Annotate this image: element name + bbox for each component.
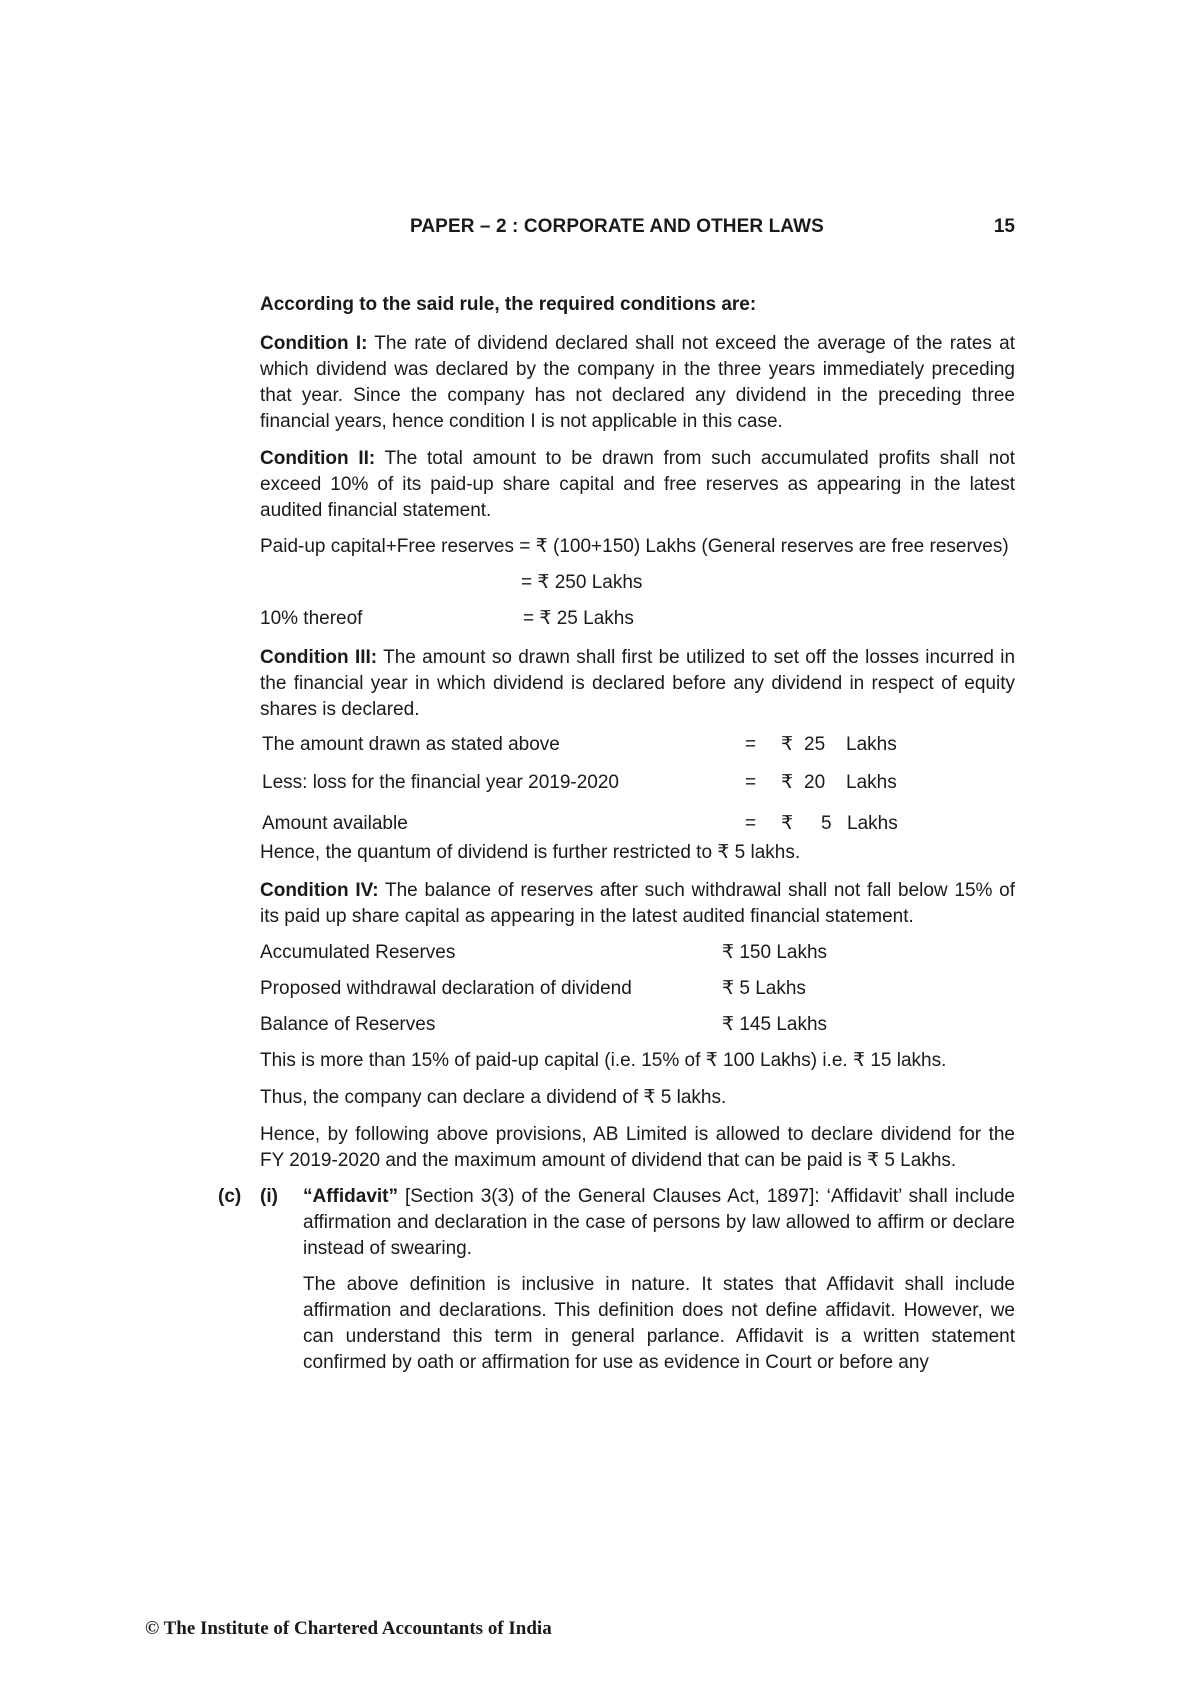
condition-3-text: The amount so drawn shall first be utilized to set off the losses incurred in the financial year in which dividend is declared before any dividend in respect of equity shares is declared. [260,647,1016,720]
row-eq: = [745,772,757,793]
condition-1-paragraph [260,331,1015,435]
row-eq: = [745,813,757,834]
condition-3-conclusion [260,840,1020,866]
row-unit: Lakhs [846,772,897,793]
affidavit-definition-text: [Section 3(3) of the General Clauses Act, 1897]: ‘Affidavit’ shall include affirmation and declaration in the case of persons by law allowed to affirm or declare instead of swearing. [303,1186,1015,1259]
row-value: ₹ 150 Lakhs [722,942,828,963]
note-1-text: This is more than 15% of paid-up capital (i.e. 15% of ₹ 100 Lakhs) i.e. ₹ 15 lakhs. [260,1050,947,1071]
conclusion-text: Hence, the quantum of dividend is further restricted to ₹ 5 lakhs. [260,842,801,863]
calc-line-3 [260,606,1020,632]
table-row [260,940,1020,966]
row-value: ₹ 5 Lakhs [722,978,806,999]
copyright-footer: © The Institute of Chartered Accountants of India [145,1618,552,1639]
note-line [260,1048,1020,1074]
condition-3-label: Condition III: [260,647,378,668]
condition-2-text: The total amount to be drawn from such accumulated profits shall not exceed 10% of its paid-up share capital and free reserves as appearing in the latest audited financial statement. [260,448,1015,521]
affidavit-explanation: The above definition is inclusive in nature. It states that Affidavit shall include affirmation and declarations. This definition does not define affidavit. However, we can understand this term in general parlance. Affidavit is a written statement confirmed by oath or affirmation for use as evidence in Court or before any [303,1274,1015,1373]
condition-1-text: The rate of dividend declared shall not exceed the average of the rates at which dividend was declared by the company in the three years immediately preceding that year. Since the company has not declared any dividend in the preceding three financial years, hence condition I is not applicable in this case. [260,333,1015,432]
row-label: Accumulated Reserves [260,942,456,963]
row-value: ₹ 145 Lakhs [722,1014,828,1035]
row-amount: 5 [821,813,832,834]
row-amount: 25 [804,734,826,755]
condition-4-text: The balance of reserves after such withdrawal shall not fall below 15% of its paid up share capital as appearing in the latest audited financial statement. [260,880,1015,927]
row-currency: ₹ [781,734,794,755]
calc-line-2-text: = ₹ 250 Lakhs [521,572,643,593]
condition-1-label: Condition I: [260,333,368,354]
condition-2-paragraph [260,446,1015,524]
calc-line-3-value: = ₹ 25 Lakhs [523,608,634,629]
condition-3-paragraph [260,645,1015,723]
affidavit-term: “Affidavit” [303,1186,398,1207]
row-label: Amount available [262,813,408,834]
paper-title: PAPER – 2 : CORPORATE AND OTHER LAWS [410,216,824,237]
condition-4-paragraph [260,878,1015,930]
page-number: 15 [993,216,1015,237]
row-unit: Lakhs [847,813,898,834]
table-row [260,811,1020,837]
calc-line-2 [260,570,1020,596]
row-label: Less: loss for the financial year 2019-2020 [262,772,619,793]
condition-2-label: Condition II: [260,448,376,469]
row-label: Balance of Reserves [260,1014,436,1035]
row-amount: 20 [804,772,826,793]
part-c-label: (c) [218,1186,242,1207]
condition-4-label: Condition IV: [260,880,379,901]
calc-line-3-label: 10% thereof [260,608,363,629]
page-header [260,216,1015,244]
affidavit-definition [303,1184,1015,1262]
table-row [260,770,1020,796]
condition-4-final-paragraph: Hence, by following above provisions, AB Limited is allowed to declare dividend for the FY 2019-2020 and the maximum amount of dividend that can be paid is ₹ 5 Lakhs. [260,1124,1015,1171]
row-unit: Lakhs [846,734,897,755]
row-eq: = [745,734,757,755]
note-line [260,1085,1020,1111]
row-label: The amount drawn as stated above [262,734,560,755]
table-row [260,976,1020,1002]
row-label: Proposed withdrawal declaration of dividend [260,978,632,999]
part-c-i-label: (i) [260,1186,278,1207]
intro-heading: According to the said rule, the required conditions are: [260,294,757,315]
row-currency: ₹ [781,772,794,793]
table-row [260,1012,1020,1038]
table-row [260,732,1020,758]
calc-line-1-text: Paid-up capital+Free reserves = ₹ (100+150) Lakhs (General reserves are free reserves) [260,536,1009,557]
row-currency: ₹ [781,813,794,834]
calc-line-1 [260,534,1020,560]
note-2-text: Thus, the company can declare a dividend of ₹ 5 lakhs. [260,1087,727,1108]
